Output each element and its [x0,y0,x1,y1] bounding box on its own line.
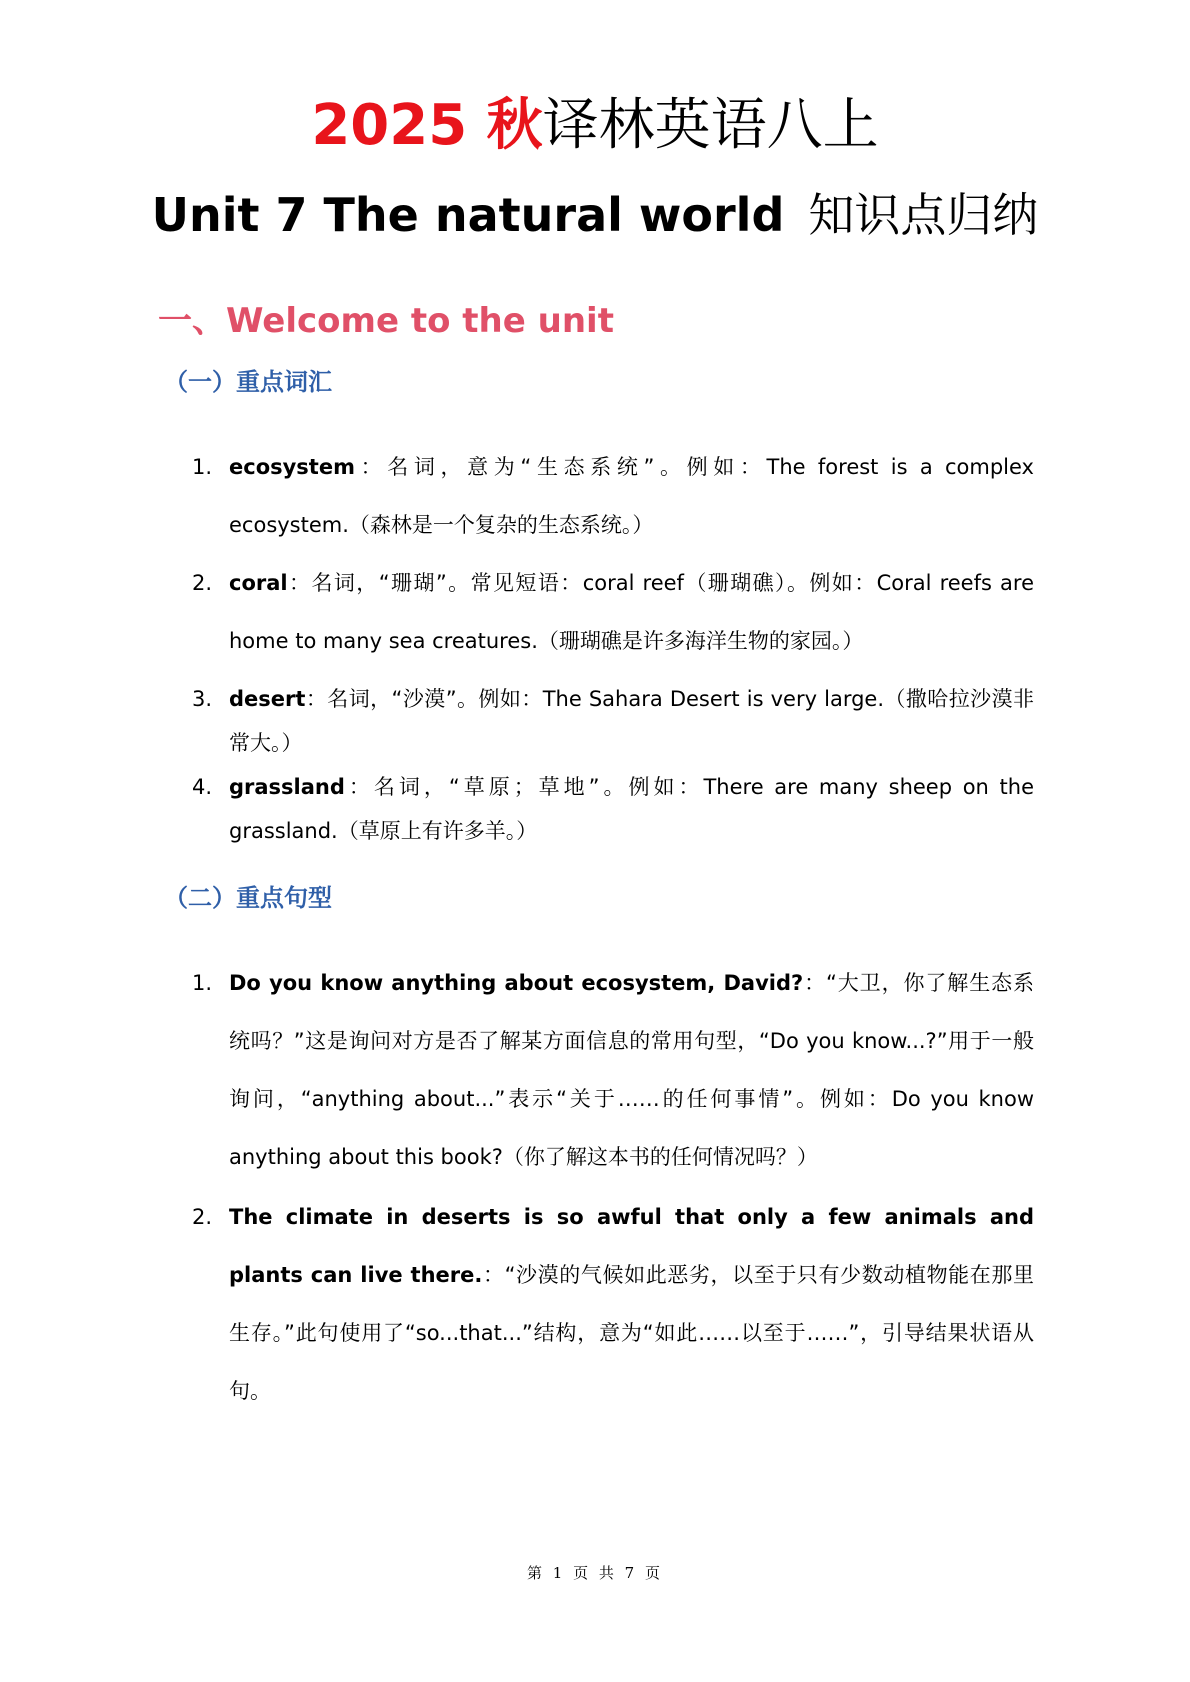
item-text [229,765,1034,853]
item-text [229,954,1034,1186]
item-text [229,438,1034,554]
item-desc: ：名词，“沙漠”。例如：The Sahara Desert is very large.（撒哈拉沙漠非常大。） [229,687,1034,755]
title-book: 译林英语八上 [542,93,879,158]
subsection-heading-sentences: （二）重点句型 [164,884,332,912]
unit-title-cn: 知识点归纳 [808,188,1039,242]
item-desc: ：名词，“珊瑚”。常见短语：coral reef（珊瑚礁）。例如：Coral reefs are home to many sea creatures.（珊瑚礁是许多海洋生物的家园。） [229,571,1034,653]
section-heading: 一、Welcome to the unit [158,301,614,341]
page-footer: 第 1 页 共 7 页 [527,1564,663,1582]
item-desc: ：“大卫，你了解生态系统吗？”这是询问对方是否了解某方面信息的常用句型，“Do you know...?”用于一般询问，“anything about...”表示“关于……的任何事情”。例如：Do you know anything about this book?（你了解这本书的任何情况吗？） [229,971,1034,1169]
item-number: 1. [192,971,213,995]
unit-title: Unit 7 The natural world [151,188,785,242]
item-desc: ：名词，意为“生态系统”。例如：The forest is a complex ecosystem.（森林是一个复杂的生态系统。） [229,455,1034,537]
item-term: grassland [229,775,345,799]
item-text [229,554,1034,670]
document-subtitle [0,182,1190,248]
item-number: 2. [192,1205,213,1229]
item-term: desert [229,687,306,711]
document-title [0,88,1190,164]
item-desc: ：名词，“草原；草地”。例如：There are many sheep on the grassland.（草原上有许多羊。） [229,775,1034,843]
item-desc: ：“沙漠的气候如此恶劣，以至于只有少数动植物能在那里生存。”此句使用了“so...that...”结构，意为“如此……以至于……”，引导结果状语从句。 [229,1263,1034,1403]
item-number: 1. [192,455,213,479]
item-term: The climate in deserts is so awful that only a few animals and plants can live there. [229,1205,1034,1287]
item-number: 3. [192,687,213,711]
item-number: 2. [192,571,213,595]
item-term: Do you know anything about ecosystem, David? [229,971,804,995]
item-number: 4. [192,775,213,799]
item-text [229,1188,1034,1420]
title-year: 2025 秋 [311,93,543,158]
item-term: coral [229,571,288,595]
item-term: ecosystem [229,455,355,479]
item-text [229,677,1034,765]
subsection-heading-vocab: （一）重点词汇 [164,368,332,396]
